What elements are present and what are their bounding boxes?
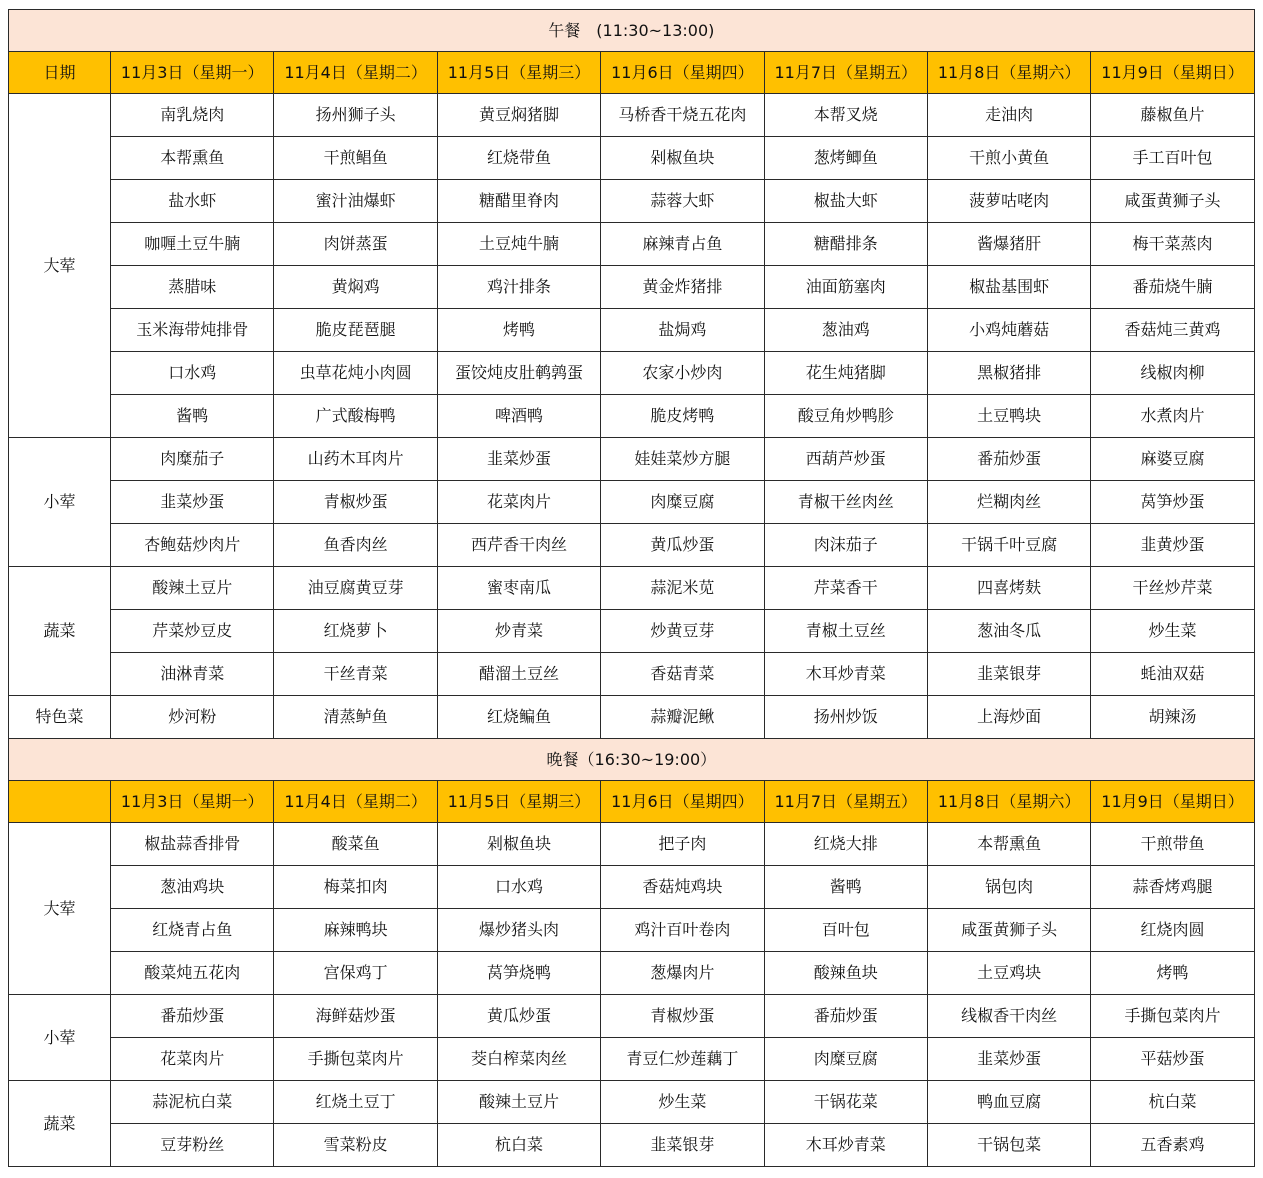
dinner-day-header: 11月6日（星期四） xyxy=(601,781,764,823)
dish-cell: 青豆仁炒莲藕丁 xyxy=(601,1038,764,1081)
dish-cell: 干锅千叶豆腐 xyxy=(927,524,1090,567)
dish-cell: 藤椒鱼片 xyxy=(1091,94,1254,137)
dish-cell: 烂糊肉丝 xyxy=(927,481,1090,524)
table-row xyxy=(9,653,1255,696)
dish-cell: 小鸡炖蘑菇 xyxy=(927,309,1090,352)
table-row xyxy=(9,696,1255,739)
dish-cell: 番茄炒蛋 xyxy=(927,438,1090,481)
dish-cell: 糖醋里脊肉 xyxy=(437,180,600,223)
weekly-menu xyxy=(8,9,1255,1167)
dish-cell: 酸辣鱼块 xyxy=(764,952,927,995)
dish-cell: 酱爆猪肝 xyxy=(927,223,1090,266)
dish-cell: 西芹香干肉丝 xyxy=(437,524,600,567)
dish-cell: 木耳炒青菜 xyxy=(764,1124,927,1167)
dish-cell: 红烧肉圆 xyxy=(1091,909,1254,952)
dish-cell: 蒸腊味 xyxy=(111,266,274,309)
dish-cell: 走油肉 xyxy=(927,94,1090,137)
lunch-category-label: 大荤 xyxy=(9,94,111,438)
dish-cell: 酸辣土豆片 xyxy=(437,1081,600,1124)
dish-cell: 四喜烤麸 xyxy=(927,567,1090,610)
dish-cell: 手工百叶包 xyxy=(1091,137,1254,180)
dish-cell: 蒜瓣泥鳅 xyxy=(601,696,764,739)
lunch-day-header: 11月8日（星期六） xyxy=(927,52,1090,94)
dish-cell: 黄豆焖猪脚 xyxy=(437,94,600,137)
dish-cell: 娃娃菜炒方腿 xyxy=(601,438,764,481)
lunch-day-header: 11月3日（星期一） xyxy=(111,52,274,94)
dish-cell: 黄焖鸡 xyxy=(274,266,437,309)
dish-cell: 椒盐大虾 xyxy=(764,180,927,223)
dish-cell: 广式酸梅鸭 xyxy=(274,395,437,438)
dinner-category-label: 蔬菜 xyxy=(9,1081,111,1167)
lunch-title: 午餐 (11:30~13:00) xyxy=(9,10,1255,52)
dish-cell: 百叶包 xyxy=(764,909,927,952)
lunch-day-header: 11月7日（星期五） xyxy=(764,52,927,94)
dish-cell: 盐焗鸡 xyxy=(601,309,764,352)
lunch-day-header: 11月5日（星期三） xyxy=(437,52,600,94)
table-row xyxy=(9,1081,1255,1124)
table-row xyxy=(9,438,1255,481)
dish-cell: 茭白榨菜肉丝 xyxy=(437,1038,600,1081)
dish-cell: 干锅花菜 xyxy=(764,1081,927,1124)
dish-cell: 豆芽粉丝 xyxy=(111,1124,274,1167)
dinner-day-header: 11月4日（星期二） xyxy=(274,781,437,823)
dish-cell: 农家小炒肉 xyxy=(601,352,764,395)
dish-cell: 香菇炖三黄鸡 xyxy=(1091,309,1254,352)
dish-cell: 手撕包菜肉片 xyxy=(274,1038,437,1081)
dish-cell: 宫保鸡丁 xyxy=(274,952,437,995)
dish-cell: 肉沫茄子 xyxy=(764,524,927,567)
dish-cell: 鸡汁百叶卷肉 xyxy=(601,909,764,952)
dinner-header-row xyxy=(9,781,1255,823)
lunch-category-label: 小荤 xyxy=(9,438,111,567)
dish-cell: 酸豆角炒鸭胗 xyxy=(764,395,927,438)
table-row xyxy=(9,1038,1255,1081)
lunch-day-header: 11月6日（星期四） xyxy=(601,52,764,94)
dish-cell: 鱼香肉丝 xyxy=(274,524,437,567)
dish-cell: 麻婆豆腐 xyxy=(1091,438,1254,481)
table-row xyxy=(9,137,1255,180)
table-row xyxy=(9,909,1255,952)
dish-cell: 蜜枣南瓜 xyxy=(437,567,600,610)
dish-cell: 黄瓜炒蛋 xyxy=(601,524,764,567)
table-row xyxy=(9,866,1255,909)
dinner-day-header: 11月3日（星期一） xyxy=(111,781,274,823)
dish-cell: 蒜泥杭白菜 xyxy=(111,1081,274,1124)
table-row xyxy=(9,309,1255,352)
dish-cell: 平菇炒蛋 xyxy=(1091,1038,1254,1081)
dish-cell: 酸菜鱼 xyxy=(274,823,437,866)
dish-cell: 脆皮烤鸭 xyxy=(601,395,764,438)
table-row xyxy=(9,266,1255,309)
menu-table xyxy=(8,9,1255,1167)
table-row xyxy=(9,995,1255,1038)
dinner-day-header: 11月5日（星期三） xyxy=(437,781,600,823)
dish-cell: 醋溜土豆丝 xyxy=(437,653,600,696)
dish-cell: 酱鸭 xyxy=(764,866,927,909)
dish-cell: 杏鲍菇炒肉片 xyxy=(111,524,274,567)
dish-cell: 鸡汁排条 xyxy=(437,266,600,309)
dish-cell: 酱鸭 xyxy=(111,395,274,438)
dish-cell: 麻辣青占鱼 xyxy=(601,223,764,266)
dish-cell: 盐水虾 xyxy=(111,180,274,223)
lunch-header-row xyxy=(9,52,1255,94)
dish-cell: 胡辣汤 xyxy=(1091,696,1254,739)
dish-cell: 花菜肉片 xyxy=(437,481,600,524)
dish-cell: 炒黄豆芽 xyxy=(601,610,764,653)
dish-cell: 咸蛋黄狮子头 xyxy=(927,909,1090,952)
dish-cell: 土豆鸭块 xyxy=(927,395,1090,438)
dish-cell: 炒生菜 xyxy=(1091,610,1254,653)
dish-cell: 本帮熏鱼 xyxy=(927,823,1090,866)
dish-cell: 油淋青菜 xyxy=(111,653,274,696)
dish-cell: 剁椒鱼块 xyxy=(437,823,600,866)
dinner-title: 晚餐（16:30~19:00） xyxy=(9,739,1255,781)
dish-cell: 鸭血豆腐 xyxy=(927,1081,1090,1124)
dish-cell: 番茄烧牛腩 xyxy=(1091,266,1254,309)
dish-cell: 黑椒猪排 xyxy=(927,352,1090,395)
dish-cell: 本帮叉烧 xyxy=(764,94,927,137)
table-row xyxy=(9,952,1255,995)
dish-cell: 番茄炒蛋 xyxy=(111,995,274,1038)
lunch-category-label: 蔬菜 xyxy=(9,567,111,696)
dish-cell: 线椒肉柳 xyxy=(1091,352,1254,395)
dish-cell: 本帮熏鱼 xyxy=(111,137,274,180)
table-row xyxy=(9,524,1255,567)
dish-cell: 梅菜扣肉 xyxy=(274,866,437,909)
dish-cell: 炒生菜 xyxy=(601,1081,764,1124)
dish-cell: 青椒干丝肉丝 xyxy=(764,481,927,524)
dish-cell: 炒河粉 xyxy=(111,696,274,739)
lunch-category-label: 特色菜 xyxy=(9,696,111,739)
dish-cell: 土豆炖牛腩 xyxy=(437,223,600,266)
table-row xyxy=(9,395,1255,438)
dish-cell: 红烧鳊鱼 xyxy=(437,696,600,739)
dish-cell: 蒜蓉大虾 xyxy=(601,180,764,223)
table-row xyxy=(9,94,1255,137)
dish-cell: 蒜香烤鸡腿 xyxy=(1091,866,1254,909)
dish-cell: 红烧土豆丁 xyxy=(274,1081,437,1124)
dish-cell: 五香素鸡 xyxy=(1091,1124,1254,1167)
dish-cell: 肉糜豆腐 xyxy=(601,481,764,524)
dish-cell: 番茄炒蛋 xyxy=(764,995,927,1038)
dish-cell: 口水鸡 xyxy=(111,352,274,395)
table-row xyxy=(9,352,1255,395)
table-row xyxy=(9,223,1255,266)
table-row xyxy=(9,481,1255,524)
dish-cell: 菠萝咕咾肉 xyxy=(927,180,1090,223)
dish-cell: 干丝炒芹菜 xyxy=(1091,567,1254,610)
dish-cell: 韭菜银芽 xyxy=(927,653,1090,696)
dish-cell: 杭白菜 xyxy=(437,1124,600,1167)
dish-cell: 干煎小黄鱼 xyxy=(927,137,1090,180)
dish-cell: 干锅包菜 xyxy=(927,1124,1090,1167)
dish-cell: 土豆鸡块 xyxy=(927,952,1090,995)
dish-cell: 咸蛋黄狮子头 xyxy=(1091,180,1254,223)
dish-cell: 花菜肉片 xyxy=(111,1038,274,1081)
dish-cell: 肉糜豆腐 xyxy=(764,1038,927,1081)
dish-cell: 肉糜茄子 xyxy=(111,438,274,481)
dish-cell: 椒盐蒜香排骨 xyxy=(111,823,274,866)
dish-cell: 把子肉 xyxy=(601,823,764,866)
table-row xyxy=(9,823,1255,866)
lunch-date-label: 日期 xyxy=(9,52,111,94)
dish-cell: 葱油鸡块 xyxy=(111,866,274,909)
dish-cell: 肉饼蒸蛋 xyxy=(274,223,437,266)
dish-cell: 香菇炖鸡块 xyxy=(601,866,764,909)
dish-cell: 芹菜香干 xyxy=(764,567,927,610)
dish-cell: 剁椒鱼块 xyxy=(601,137,764,180)
dish-cell: 香菇青菜 xyxy=(601,653,764,696)
dish-cell: 脆皮琵琶腿 xyxy=(274,309,437,352)
dish-cell: 烤鸭 xyxy=(437,309,600,352)
dish-cell: 芹菜炒豆皮 xyxy=(111,610,274,653)
dish-cell: 油面筋塞肉 xyxy=(764,266,927,309)
dish-cell: 爆炒猪头肉 xyxy=(437,909,600,952)
dish-cell: 玉米海带炖排骨 xyxy=(111,309,274,352)
dinner-category-label: 大荤 xyxy=(9,823,111,995)
dish-cell: 蛋饺炖皮肚鹌鹑蛋 xyxy=(437,352,600,395)
dish-cell: 酸菜炖五花肉 xyxy=(111,952,274,995)
dish-cell: 油豆腐黄豆芽 xyxy=(274,567,437,610)
dish-cell: 手撕包菜肉片 xyxy=(1091,995,1254,1038)
table-row xyxy=(9,1124,1255,1167)
dish-cell: 扬州狮子头 xyxy=(274,94,437,137)
dish-cell: 锅包肉 xyxy=(927,866,1090,909)
dinner-day-header: 11月9日（星期日） xyxy=(1091,781,1254,823)
lunch-day-header: 11月4日（星期二） xyxy=(274,52,437,94)
dinner-date-label xyxy=(9,781,111,823)
dish-cell: 椒盐基围虾 xyxy=(927,266,1090,309)
dish-cell: 青椒土豆丝 xyxy=(764,610,927,653)
dish-cell: 口水鸡 xyxy=(437,866,600,909)
dish-cell: 蒜泥米苋 xyxy=(601,567,764,610)
dish-cell: 干煎带鱼 xyxy=(1091,823,1254,866)
dish-cell: 葱爆肉片 xyxy=(601,952,764,995)
dish-cell: 扬州炒饭 xyxy=(764,696,927,739)
dish-cell: 葱烤鲫鱼 xyxy=(764,137,927,180)
dish-cell: 青椒炒蛋 xyxy=(601,995,764,1038)
dish-cell: 干丝青菜 xyxy=(274,653,437,696)
dish-cell: 上海炒面 xyxy=(927,696,1090,739)
dish-cell: 蜜汁油爆虾 xyxy=(274,180,437,223)
dish-cell: 南乳烧肉 xyxy=(111,94,274,137)
dish-cell: 黄金炸猪排 xyxy=(601,266,764,309)
dish-cell: 黄瓜炒蛋 xyxy=(437,995,600,1038)
dish-cell: 葱油鸡 xyxy=(764,309,927,352)
dish-cell: 咖喱土豆牛腩 xyxy=(111,223,274,266)
dish-cell: 虫草花炖小肉圆 xyxy=(274,352,437,395)
dinner-category-label: 小荤 xyxy=(9,995,111,1081)
dish-cell: 韭黄炒蛋 xyxy=(1091,524,1254,567)
dinner-day-header: 11月8日（星期六） xyxy=(927,781,1090,823)
dish-cell: 莴笋烧鸭 xyxy=(437,952,600,995)
dish-cell: 韭菜炒蛋 xyxy=(437,438,600,481)
lunch-day-header: 11月9日（星期日） xyxy=(1091,52,1254,94)
lunch-title-row xyxy=(9,10,1255,52)
dish-cell: 葱油冬瓜 xyxy=(927,610,1090,653)
dish-cell: 清蒸鲈鱼 xyxy=(274,696,437,739)
dish-cell: 红烧带鱼 xyxy=(437,137,600,180)
dish-cell: 韭菜炒蛋 xyxy=(927,1038,1090,1081)
table-row xyxy=(9,567,1255,610)
dish-cell: 青椒炒蛋 xyxy=(274,481,437,524)
dish-cell: 线椒香干肉丝 xyxy=(927,995,1090,1038)
dinner-day-header: 11月7日（星期五） xyxy=(764,781,927,823)
dish-cell: 烤鸭 xyxy=(1091,952,1254,995)
dish-cell: 花生炖猪脚 xyxy=(764,352,927,395)
dish-cell: 西葫芦炒蛋 xyxy=(764,438,927,481)
dish-cell: 莴笋炒蛋 xyxy=(1091,481,1254,524)
dish-cell: 海鲜菇炒蛋 xyxy=(274,995,437,1038)
dish-cell: 炒青菜 xyxy=(437,610,600,653)
dish-cell: 蚝油双菇 xyxy=(1091,653,1254,696)
dish-cell: 啤酒鸭 xyxy=(437,395,600,438)
dish-cell: 山药木耳肉片 xyxy=(274,438,437,481)
dish-cell: 红烧青占鱼 xyxy=(111,909,274,952)
dish-cell: 水煮肉片 xyxy=(1091,395,1254,438)
dish-cell: 韭菜炒蛋 xyxy=(111,481,274,524)
dish-cell: 梅干菜蒸肉 xyxy=(1091,223,1254,266)
dish-cell: 糖醋排条 xyxy=(764,223,927,266)
table-row xyxy=(9,180,1255,223)
dish-cell: 韭菜银芽 xyxy=(601,1124,764,1167)
dish-cell: 木耳炒青菜 xyxy=(764,653,927,696)
dish-cell: 雪菜粉皮 xyxy=(274,1124,437,1167)
dish-cell: 麻辣鸭块 xyxy=(274,909,437,952)
dish-cell: 酸辣土豆片 xyxy=(111,567,274,610)
dish-cell: 红烧大排 xyxy=(764,823,927,866)
dish-cell: 马桥香干烧五花肉 xyxy=(601,94,764,137)
dinner-title-row xyxy=(9,739,1255,781)
dish-cell: 红烧萝卜 xyxy=(274,610,437,653)
table-row xyxy=(9,610,1255,653)
dish-cell: 干煎鲳鱼 xyxy=(274,137,437,180)
dish-cell: 杭白菜 xyxy=(1091,1081,1254,1124)
